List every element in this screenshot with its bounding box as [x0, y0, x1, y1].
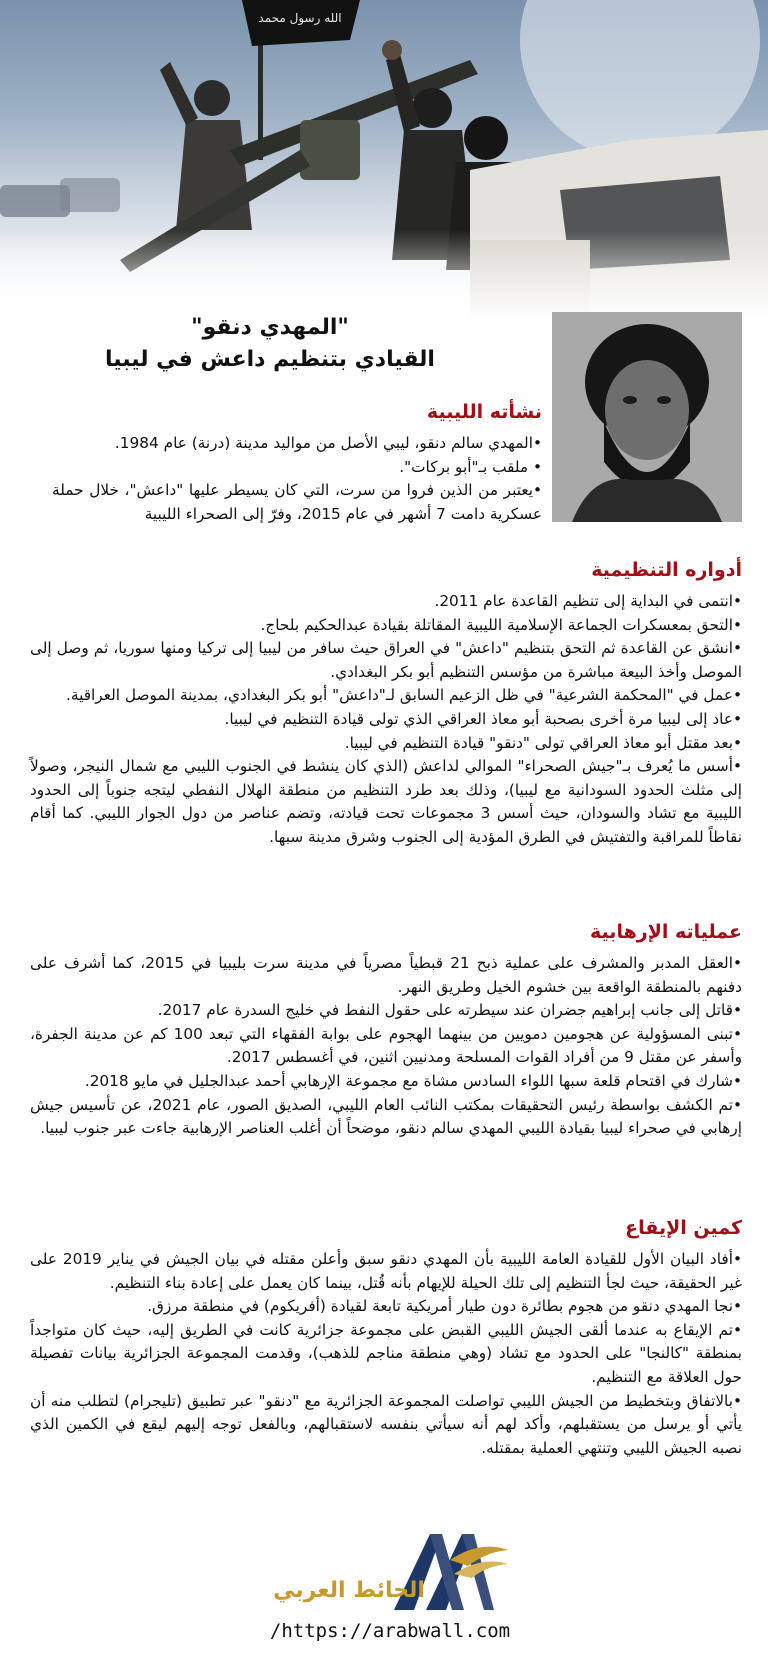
website-url[interactable]: /https://arabwall.com: [269, 1620, 511, 1642]
list-item: •قاتل إلى جانب إبراهيم جضران عند سيطرته على حقول النفط في خليج السدرة عام 2017.: [157, 1001, 742, 1020]
flag-text: الله رسول محمد: [258, 11, 342, 25]
list-item: •التحق بمعسكرات الجماعة الإسلامية الليبية المقاتلة بقيادة عبدالحكيم بلحاج.: [260, 615, 742, 634]
list-item: •عاد إلى ليبيا مرة أخرى بصحبة أبو معاذ العراقي الذي تولى قيادة التنظيم في ليبيا.: [224, 709, 742, 728]
list-item: •انتمى في البداية إلى تنظيم القاعدة عام 2011.: [434, 592, 742, 610]
portrait-illustration: [552, 312, 742, 522]
list-item: •تبنى المسؤولية عن هجومين دمويين من بينهما الهجوم على بوابة الفقهاء التي تبعد 100 كم عن مدينة الجفرة، وأسفر عن مقتل 9 من أفراد القوات المسلحة ومدنيين اثنين، في أغسطس 2017.: [30, 1024, 742, 1067]
list-item: •المهدي سالم دنقو، ليبي الأصل من مواليد مدينة (درنة) عام 1984.: [114, 434, 542, 452]
section-terrorist-operations: [30, 918, 742, 1141]
title-line-2: القيادي بتنظيم داعش في ليبيا: [105, 347, 435, 372]
section-heading: أدواره التنظيمية: [591, 559, 742, 581]
list-item: •بعد مقتل أبو معاذ العراقي تولى "دنقو" قيادة التنظيم في ليبيا.: [344, 733, 742, 752]
list-item: •شارك في اقتحام قلعة سبها اللواء السادس مشاة مع مجموعة الإرهابي أحمد عبدالجليل في مايو 2018.: [84, 1071, 742, 1090]
list-item: • ملقب بـ"أبو بركات".: [399, 457, 542, 476]
list-item: •انشق عن القاعدة ثم التحق بتنظيم "داعش" في العراق حيث سافر من ليبيا إلى تركيا ومنها سوريا، ثم وصل إلى الموصل وأخذ البيعة مباشرة من مؤسس التنظيم أبو بكر البغدادي.: [30, 639, 742, 681]
section-organizational-roles: [30, 556, 742, 850]
section-heading: كمين الإيقاع: [625, 1217, 742, 1239]
footer: [240, 1530, 540, 1660]
list-item: •العقل المدبر والمشرف على عملية ذبح 21 قبطياً مصرياً في مدينة سرت بليبيا في 2015، كما أشرف على دفنهم بالمنطقة الواقعة بين خشوم الخيل وطريق النهر.: [30, 954, 742, 996]
list-item: •أسس ما يُعرف بـ"جيش الصحراء" الموالي لداعش (الذي كان ينشط في الجنوب الليبي مع شمال النيجر، وصولاً إلى مثلث الحدود السودانية مع ليبيا)، وذلك بعد طرد التنظيم من منطقة الهلال النفطي ليتجه جنوباً إلى الحدود الليبية مع تشاد والسودان، حيث أسس 3 مجموعات تحت قيادته، وتضم عناصر من دول الجوار الليبي. كما أقام نقاطاً للمراقبة والتفتيش في الطرق المؤدية إلى الجنوب وشرق مدينة سبها.: [30, 757, 742, 846]
section-upbringing: [52, 398, 542, 526]
hero-photo: [0, 0, 768, 320]
list-item: •يعتبر من الذين فروا من سرت، التي كان يسيطر عليها "داعش"، خلال حملة عسكرية دامت 7 أشهر في عام 2015، وفرّ إلى الصحراء الليبية: [52, 481, 542, 523]
portrait-photo: [552, 312, 742, 522]
list-item: •عمل في "المحكمة الشرعية" في ظل الزعيم السابق لـ"داعش" أبو بكر البغدادي، بمدينة الموصل العراقية.: [66, 686, 742, 705]
list-item: •تم الإيقاع به عندما ألقى الجيش الليبي القبض على مجموعة جزائرية كانت في الطريق إليه، حيث كان متواجداً بمنطقة "كالنجا" على الحدود مع تشاد (وهي منطقة مناجم للذهب)، وقدمت المجموعة الجزائرية بيانات تفصيلة حول العلاقة مع التنظيم.: [30, 1320, 742, 1386]
title-line-1: "المهدي دنقو": [191, 315, 349, 340]
brand-name: الحائط العربي: [273, 1578, 425, 1603]
list-item: •نجا المهدي دنقو من هجوم بطائرة دون طيار أمريكية تابعة لقيادة (أفريكوم) في منطقة مرزق.: [147, 1297, 742, 1316]
hero-scene-illustration: [0, 0, 768, 320]
section-heading: نشأته الليبية: [426, 401, 542, 423]
section-heading: عملياته الإرهابية: [590, 921, 742, 943]
list-item: •تم الكشف بواسطة رئيس التحقيقات بمكتب النائب العام الليبي، الصديق الصور، عام 2021، عن تأسيس جيش إرهابي في صحراء ليبيا بقيادة الليبي المهدي سالم دنقو، موضحاً أن أغلب العناصر الإرهابية جاءت عبر جنوب ليبيا.: [30, 1095, 742, 1138]
list-item: •أفاد البيان الأول للقيادة العامة الليبية بأن المهدي دنقو سبق وأعلن مقتله في بيان الجيش في يناير 2019 على غير الحقيقة، حيث لجأ التنظيم إلى تلك الحيلة للإيهام بأنه قُتل، بينما كان يعمل على إعادة بناء التنظيم.: [30, 1250, 742, 1292]
list-item: •بالاتفاق وبتخطيط من الجيش الليبي تواصلت المجموعة الجزائرية مع "دنقو" عبر تطبيق (تليجرام) لتطلب منه أن يأتي أو يرسل من يستقبلهم، وأكد لهم أنه سيأتي بنفسه لاستقبالهم، وبالفعل توجه إليهم ليقع في الكمين الذي نصبه الجيش الليبي وتنتهي العملية بمقتله.: [30, 1391, 742, 1457]
page-title: [60, 312, 480, 376]
section-ambush: [30, 1214, 742, 1460]
